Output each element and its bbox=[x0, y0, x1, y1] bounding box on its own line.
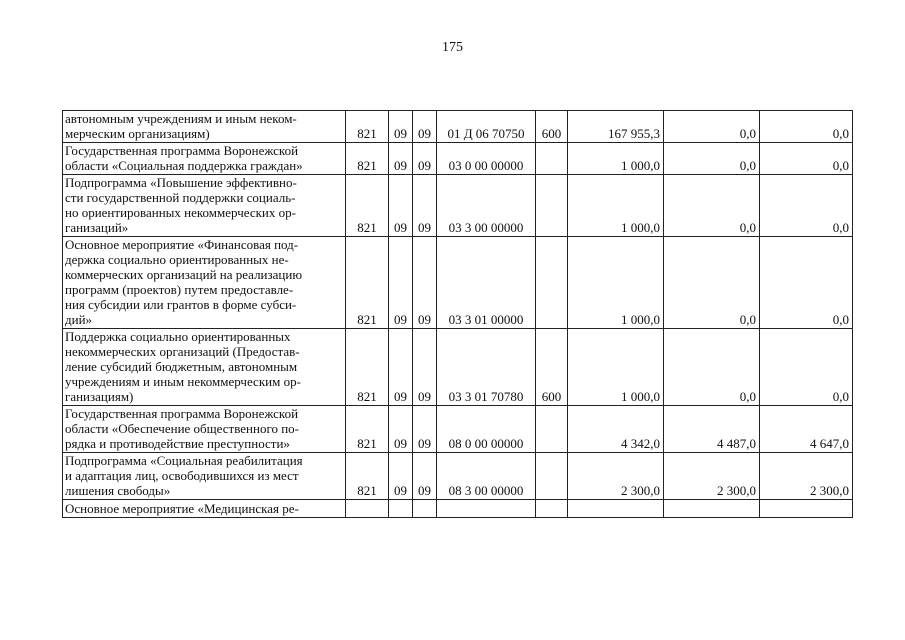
cell-grbs: 821 bbox=[346, 237, 389, 329]
cell-sum-year-2 bbox=[664, 500, 760, 518]
cell-vr bbox=[536, 143, 568, 175]
cell-name: Поддержка социально ориентированных некоммерческих организаций (Предостав- ление субсидий бюджетным, автономным учреждениям и иным некоммерческим ор- ганизациям) bbox=[63, 329, 346, 406]
cell-podrazdel: 09 bbox=[413, 111, 437, 143]
cell-grbs: 821 bbox=[346, 143, 389, 175]
cell-sum-year-3: 0,0 bbox=[760, 143, 853, 175]
cell-sum-year-1: 1 000,0 bbox=[568, 175, 664, 237]
cell-name: Подпрограмма «Повышение эффективно- сти государственной поддержки социаль- но ориентированных некоммерческих ор- ганизаций» bbox=[63, 175, 346, 237]
cell-name: Государственная программа Воронежской области «Обеспечение общественного по- рядка и противодействие преступности» bbox=[63, 406, 346, 453]
cell-sum-year-1: 1 000,0 bbox=[568, 237, 664, 329]
cell-razdel bbox=[389, 500, 413, 518]
cell-csr: 03 3 01 00000 bbox=[437, 237, 536, 329]
cell-vr bbox=[536, 500, 568, 518]
cell-sum-year-2: 0,0 bbox=[664, 329, 760, 406]
page-number: 175 bbox=[442, 40, 463, 55]
table-row bbox=[63, 111, 853, 143]
cell-sum-year-1: 167 955,3 bbox=[568, 111, 664, 143]
cell-sum-year-3: 4 647,0 bbox=[760, 406, 853, 453]
cell-name: автономным учреждениям и иным неком- мерческим организациям) bbox=[63, 111, 346, 143]
cell-grbs: 821 bbox=[346, 406, 389, 453]
cell-sum-year-1: 2 300,0 bbox=[568, 453, 664, 500]
cell-sum-year-3: 0,0 bbox=[760, 175, 853, 237]
cell-sum-year-3: 2 300,0 bbox=[760, 453, 853, 500]
cell-vr bbox=[536, 237, 568, 329]
cell-razdel: 09 bbox=[389, 406, 413, 453]
table-row bbox=[63, 175, 853, 237]
cell-sum-year-3: 0,0 bbox=[760, 237, 853, 329]
cell-grbs: 821 bbox=[346, 453, 389, 500]
cell-sum-year-1: 1 000,0 bbox=[568, 143, 664, 175]
cell-sum-year-2: 0,0 bbox=[664, 237, 760, 329]
cell-sum-year-2: 2 300,0 bbox=[664, 453, 760, 500]
table-row bbox=[63, 453, 853, 500]
cell-grbs: 821 bbox=[346, 329, 389, 406]
cell-name: Основное мероприятие «Финансовая под- держка социально ориентированных не- коммерческих организаций на реализацию программ (проектов) путем предоставле- ния субсидии или грантов в форме субси- дий» bbox=[63, 237, 346, 329]
cell-podrazdel bbox=[413, 500, 437, 518]
budget-table bbox=[62, 110, 853, 518]
cell-csr: 08 3 00 00000 bbox=[437, 453, 536, 500]
cell-name: Государственная программа Воронежской области «Социальная поддержка граждан» bbox=[63, 143, 346, 175]
table-row bbox=[63, 143, 853, 175]
cell-csr: 03 0 00 00000 bbox=[437, 143, 536, 175]
cell-vr bbox=[536, 406, 568, 453]
cell-razdel: 09 bbox=[389, 329, 413, 406]
cell-csr: 03 3 00 00000 bbox=[437, 175, 536, 237]
cell-vr: 600 bbox=[536, 329, 568, 406]
cell-razdel: 09 bbox=[389, 453, 413, 500]
cell-razdel: 09 bbox=[389, 143, 413, 175]
cell-podrazdel: 09 bbox=[413, 175, 437, 237]
cell-sum-year-2: 4 487,0 bbox=[664, 406, 760, 453]
cell-grbs: 821 bbox=[346, 175, 389, 237]
cell-podrazdel: 09 bbox=[413, 453, 437, 500]
cell-razdel: 09 bbox=[389, 175, 413, 237]
cell-podrazdel: 09 bbox=[413, 143, 437, 175]
cell-csr: 01 Д 06 70750 bbox=[437, 111, 536, 143]
cell-vr bbox=[536, 175, 568, 237]
cell-vr bbox=[536, 453, 568, 500]
cell-sum-year-3: 0,0 bbox=[760, 111, 853, 143]
cell-podrazdel: 09 bbox=[413, 237, 437, 329]
table-row bbox=[63, 237, 853, 329]
cell-sum-year-1: 4 342,0 bbox=[568, 406, 664, 453]
cell-vr: 600 bbox=[536, 111, 568, 143]
cell-sum-year-1 bbox=[568, 500, 664, 518]
table-row bbox=[63, 329, 853, 406]
cell-grbs bbox=[346, 500, 389, 518]
cell-sum-year-2: 0,0 bbox=[664, 143, 760, 175]
cell-podrazdel: 09 bbox=[413, 406, 437, 453]
cell-razdel: 09 bbox=[389, 111, 413, 143]
table-row bbox=[63, 406, 853, 453]
cell-csr: 03 3 01 70780 bbox=[437, 329, 536, 406]
cell-sum-year-3: 0,0 bbox=[760, 329, 853, 406]
cell-csr bbox=[437, 500, 536, 518]
cell-podrazdel: 09 bbox=[413, 329, 437, 406]
cell-sum-year-2: 0,0 bbox=[664, 111, 760, 143]
cell-sum-year-3 bbox=[760, 500, 853, 518]
table-row bbox=[63, 500, 853, 518]
cell-name: Основное мероприятие «Медицинская ре- bbox=[63, 500, 346, 518]
cell-sum-year-1: 1 000,0 bbox=[568, 329, 664, 406]
cell-csr: 08 0 00 00000 bbox=[437, 406, 536, 453]
cell-name: Подпрограмма «Социальная реабилитация и адаптация лиц, освободившихся из мест лишения свободы» bbox=[63, 453, 346, 500]
cell-razdel: 09 bbox=[389, 237, 413, 329]
cell-sum-year-2: 0,0 bbox=[664, 175, 760, 237]
cell-grbs: 821 bbox=[346, 111, 389, 143]
